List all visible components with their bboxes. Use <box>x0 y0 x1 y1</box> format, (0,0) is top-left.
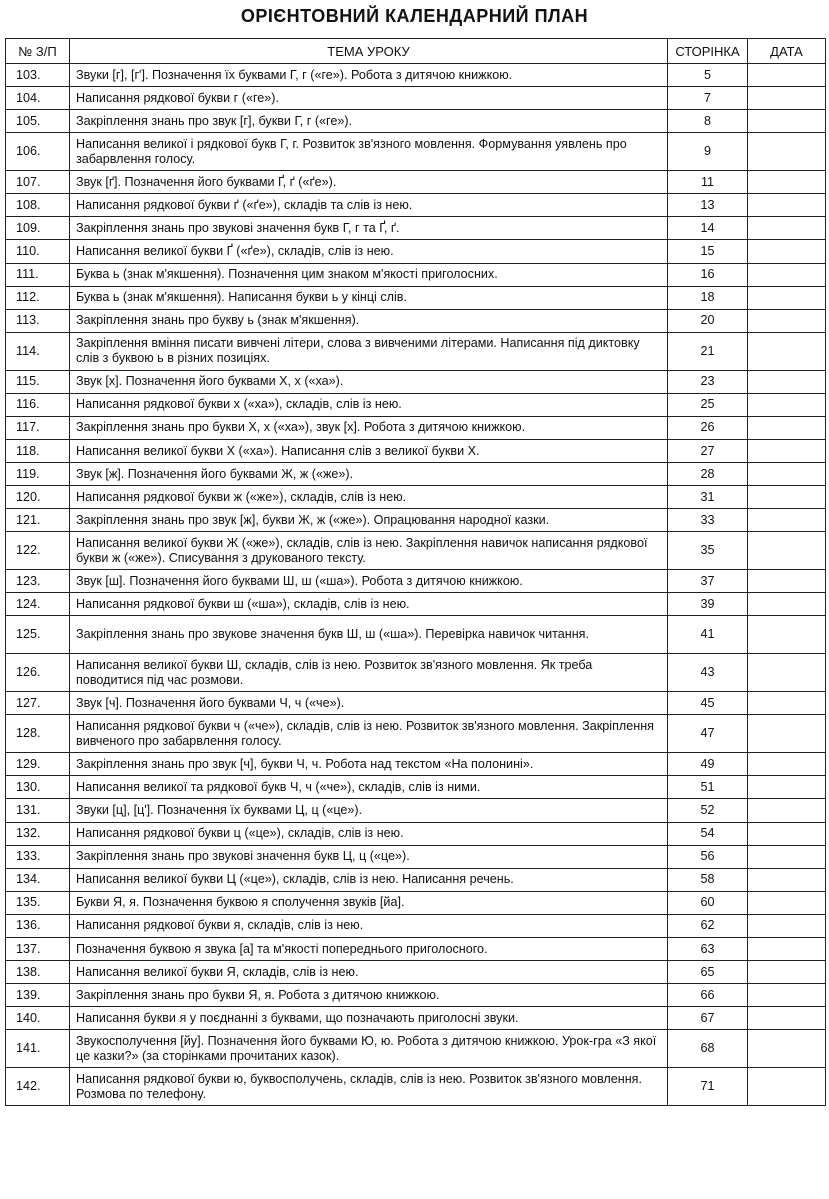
table-row <box>6 868 826 891</box>
lesson-page: 63 <box>668 937 748 960</box>
lesson-date <box>748 654 826 692</box>
lesson-date <box>748 370 826 393</box>
header-topic: ТЕМА УРОКУ <box>70 39 668 64</box>
lesson-number: 105. <box>6 110 70 133</box>
lesson-number: 122. <box>6 532 70 570</box>
header-num: № З/П <box>6 39 70 64</box>
table-row <box>6 799 826 822</box>
lesson-number: 109. <box>6 217 70 240</box>
lesson-topic: Написання рядкової букви ю, буквосполучень, складів, слів із нею. Розвиток зв'язного мовлення. Розмова по телефону. <box>70 1068 668 1106</box>
lesson-date <box>748 753 826 776</box>
lesson-page: 13 <box>668 194 748 217</box>
lesson-page: 51 <box>668 776 748 799</box>
table-row <box>6 570 826 593</box>
lesson-page: 25 <box>668 393 748 416</box>
lesson-number: 140. <box>6 1007 70 1030</box>
lesson-topic: Закріплення знань про звукові значення букв Г, г та Ґ, ґ. <box>70 217 668 240</box>
table-row <box>6 532 826 570</box>
lesson-page: 52 <box>668 799 748 822</box>
lesson-number: 133. <box>6 845 70 868</box>
lesson-page: 47 <box>668 715 748 753</box>
lesson-topic: Буква ь (знак м'якшення). Позначення цим знаком м'якості приголосних. <box>70 263 668 286</box>
lesson-date <box>748 1068 826 1106</box>
table-row <box>6 309 826 332</box>
lesson-page: 39 <box>668 593 748 616</box>
lesson-topic: Буква ь (знак м'якшення). Написання букви ь у кінці слів. <box>70 286 668 309</box>
lesson-topic: Написання великої букви Я, складів, слів із нею. <box>70 961 668 984</box>
lesson-topic: Звуки [г], [г']. Позначення їх буквами Г, г («ге»). Робота з дитячою книжкою. <box>70 64 668 87</box>
lesson-topic: Написання рядкової букви ш («ша»), складів, слів із нею. <box>70 593 668 616</box>
table-row <box>6 1030 826 1068</box>
lesson-date <box>748 984 826 1007</box>
lesson-number: 126. <box>6 654 70 692</box>
lesson-date <box>748 891 826 914</box>
table-row <box>6 332 826 370</box>
lesson-topic: Звук [ж]. Позначення його буквами Ж, ж («же»). <box>70 463 668 486</box>
lesson-topic: Букви Я, я. Позначення буквою я сполучення звуків [йа]. <box>70 891 668 914</box>
lesson-number: 128. <box>6 715 70 753</box>
lesson-date <box>748 263 826 286</box>
table-row <box>6 593 826 616</box>
lesson-page: 9 <box>668 133 748 171</box>
table-body <box>6 64 826 1106</box>
lesson-topic: Написання великої букви Х («ха»). Написання слів з великої букви Х. <box>70 440 668 463</box>
lesson-topic: Написання рядкової букви ж («же»), складів, слів із нею. <box>70 486 668 509</box>
lesson-page: 18 <box>668 286 748 309</box>
lesson-date <box>748 532 826 570</box>
lesson-page: 26 <box>668 416 748 439</box>
lesson-number: 112. <box>6 286 70 309</box>
lesson-topic: Закріплення знань про звукові значення букв Ц, ц («це»). <box>70 845 668 868</box>
lesson-topic: Звук [ш]. Позначення його буквами Ш, ш («ша»). Робота з дитячою книжкою. <box>70 570 668 593</box>
lesson-date <box>748 440 826 463</box>
lesson-number: 125. <box>6 616 70 654</box>
lesson-date <box>748 171 826 194</box>
table-row <box>6 194 826 217</box>
lesson-number: 115. <box>6 370 70 393</box>
lesson-date <box>748 217 826 240</box>
lesson-date <box>748 799 826 822</box>
table-row <box>6 286 826 309</box>
table-row <box>6 171 826 194</box>
lesson-page: 14 <box>668 217 748 240</box>
lesson-page: 71 <box>668 1068 748 1106</box>
lesson-date <box>748 194 826 217</box>
table-row <box>6 914 826 937</box>
lesson-date <box>748 1007 826 1030</box>
lesson-topic: Закріплення знань про букву ь (знак м'якшення). <box>70 309 668 332</box>
lesson-topic: Звук [ґ]. Позначення його буквами Ґ, ґ («ґе»). <box>70 171 668 194</box>
table-row <box>6 616 826 654</box>
lesson-page: 68 <box>668 1030 748 1068</box>
lesson-number: 138. <box>6 961 70 984</box>
lesson-number: 130. <box>6 776 70 799</box>
lesson-topic: Закріплення вміння писати вивчені літери, слова з вивченими літерами. Написання під диктовку слів з буквою ь в різних позиціях. <box>70 332 668 370</box>
lesson-number: 137. <box>6 937 70 960</box>
lesson-date <box>748 332 826 370</box>
lesson-number: 132. <box>6 822 70 845</box>
lesson-page: 8 <box>668 110 748 133</box>
lesson-topic: Написання букви я у поєднанні з буквами, що позначають приголосні звуки. <box>70 1007 668 1030</box>
lesson-topic: Написання великої букви Ж («же»), складів, слів із нею. Закріплення навичок написання рядкової букви ж («же»). Списування з друкованого тексту. <box>70 532 668 570</box>
lesson-number: 131. <box>6 799 70 822</box>
table-row <box>6 937 826 960</box>
lesson-number: 106. <box>6 133 70 171</box>
lesson-page: 45 <box>668 692 748 715</box>
lesson-date <box>748 845 826 868</box>
lesson-page: 21 <box>668 332 748 370</box>
table-row <box>6 1068 826 1106</box>
lesson-number: 104. <box>6 87 70 110</box>
lesson-topic: Написання рядкової букви ц («це»), складів, слів із нею. <box>70 822 668 845</box>
lesson-page: 35 <box>668 532 748 570</box>
lesson-topic: Написання великої і рядкової букв Г, г. Розвиток зв'язного мовлення. Формування уявлень про забарвлення голосу. <box>70 133 668 171</box>
lesson-page: 20 <box>668 309 748 332</box>
lesson-number: 127. <box>6 692 70 715</box>
lesson-page: 27 <box>668 440 748 463</box>
lesson-topic: Написання рядкової букви г («ге»). <box>70 87 668 110</box>
table-row <box>6 961 826 984</box>
lesson-number: 129. <box>6 753 70 776</box>
lesson-date <box>748 570 826 593</box>
table-row <box>6 370 826 393</box>
lesson-topic: Написання великої букви Ц («це»), складів, слів із нею. Написання речень. <box>70 868 668 891</box>
lesson-page: 37 <box>668 570 748 593</box>
lesson-date <box>748 715 826 753</box>
lesson-number: 114. <box>6 332 70 370</box>
lesson-page: 62 <box>668 914 748 937</box>
table-row <box>6 486 826 509</box>
lesson-number: 134. <box>6 868 70 891</box>
lesson-date <box>748 937 826 960</box>
table-row <box>6 463 826 486</box>
lesson-topic: Звукосполучення [йу]. Позначення його буквами Ю, ю. Робота з дитячою книжкою. Урок-гра «З якої це казки?» (за сторінками прочитаних казок). <box>70 1030 668 1068</box>
lesson-page: 66 <box>668 984 748 1007</box>
header-page: СТОРІНКА <box>668 39 748 64</box>
lesson-topic: Звук [х]. Позначення його буквами Х, х («ха»). <box>70 370 668 393</box>
lesson-number: 121. <box>6 509 70 532</box>
lesson-topic: Закріплення знань про букви Я, я. Робота з дитячою книжкою. <box>70 984 668 1007</box>
lesson-date <box>748 509 826 532</box>
lesson-page: 16 <box>668 263 748 286</box>
lesson-date <box>748 961 826 984</box>
lesson-date <box>748 110 826 133</box>
table-row <box>6 776 826 799</box>
lesson-page: 49 <box>668 753 748 776</box>
lesson-date <box>748 486 826 509</box>
lesson-number: 120. <box>6 486 70 509</box>
table-row <box>6 845 826 868</box>
header-date: ДАТА <box>748 39 826 64</box>
table-row <box>6 393 826 416</box>
calendar-plan-table <box>5 38 826 1106</box>
lesson-page: 56 <box>668 845 748 868</box>
lesson-page: 60 <box>668 891 748 914</box>
table-row <box>6 753 826 776</box>
lesson-topic: Закріплення знань про звукове значення букв Ш, ш («ша»). Перевірка навичок читання. <box>70 616 668 654</box>
table-row <box>6 654 826 692</box>
lesson-number: 119. <box>6 463 70 486</box>
table-row <box>6 891 826 914</box>
lesson-number: 124. <box>6 593 70 616</box>
lesson-topic: Написання рядкової букви я, складів, слів із нею. <box>70 914 668 937</box>
table-row <box>6 217 826 240</box>
lesson-topic: Написання рядкової букви ґ («ґе»), складів та слів із нею. <box>70 194 668 217</box>
lesson-date <box>748 64 826 87</box>
table-row <box>6 110 826 133</box>
lesson-number: 141. <box>6 1030 70 1068</box>
lesson-date <box>748 776 826 799</box>
lesson-date <box>748 240 826 263</box>
lesson-page: 5 <box>668 64 748 87</box>
lesson-page: 58 <box>668 868 748 891</box>
table-row <box>6 416 826 439</box>
lesson-number: 107. <box>6 171 70 194</box>
lesson-page: 15 <box>668 240 748 263</box>
lesson-date <box>748 309 826 332</box>
lesson-date <box>748 463 826 486</box>
lesson-date <box>748 593 826 616</box>
lesson-date <box>748 393 826 416</box>
lesson-number: 142. <box>6 1068 70 1106</box>
lesson-number: 118. <box>6 440 70 463</box>
lesson-topic: Написання великої букви Ґ («ґе»), складів, слів із нею. <box>70 240 668 263</box>
lesson-number: 110. <box>6 240 70 263</box>
lesson-number: 116. <box>6 393 70 416</box>
table-row <box>6 509 826 532</box>
lesson-date <box>748 286 826 309</box>
lesson-topic: Звуки [ц], [ц']. Позначення їх буквами Ц, ц («це»). <box>70 799 668 822</box>
page-title: ОРІЄНТОВНИЙ КАЛЕНДАРНИЙ ПЛАН <box>240 6 589 26</box>
lesson-topic: Закріплення знань про звук [ж], букви Ж, ж («же»). Опрацювання народної казки. <box>70 509 668 532</box>
lesson-topic: Написання великої та рядкової букв Ч, ч («че»), складів, слів із ними. <box>70 776 668 799</box>
lesson-topic: Закріплення знань про звук [г], букви Г, г («ге»). <box>70 110 668 133</box>
lesson-topic: Написання великої букви Ш, складів, слів із нею. Розвиток зв'язного мовлення. Як треба поводитися під час розмови. <box>70 654 668 692</box>
lesson-page: 11 <box>668 171 748 194</box>
lesson-date <box>748 1030 826 1068</box>
lesson-topic: Закріплення знань про букви Х, х («ха»), звук [х]. Робота з дитячою книжкою. <box>70 416 668 439</box>
lesson-page: 28 <box>668 463 748 486</box>
lesson-number: 108. <box>6 194 70 217</box>
table-row <box>6 822 826 845</box>
lesson-number: 117. <box>6 416 70 439</box>
table-row <box>6 87 826 110</box>
lesson-topic: Написання рядкової букви ч («че»), складів, слів із нею. Розвиток зв'язного мовлення. Закріплення вивченого про забарвлення голосу. <box>70 715 668 753</box>
lesson-date <box>748 416 826 439</box>
table-row <box>6 984 826 1007</box>
lesson-page: 31 <box>668 486 748 509</box>
lesson-number: 123. <box>6 570 70 593</box>
table-row <box>6 1007 826 1030</box>
table-row <box>6 133 826 171</box>
lesson-date <box>748 914 826 937</box>
lesson-number: 111. <box>6 263 70 286</box>
table-row <box>6 715 826 753</box>
lesson-topic: Звук [ч]. Позначення його буквами Ч, ч («че»). <box>70 692 668 715</box>
lesson-page: 7 <box>668 87 748 110</box>
table-header-row <box>6 39 826 64</box>
table-row <box>6 240 826 263</box>
lesson-date <box>748 87 826 110</box>
lesson-topic: Закріплення знань про звук [ч], букви Ч, ч. Робота над текстом «На полонині». <box>70 753 668 776</box>
lesson-number: 135. <box>6 891 70 914</box>
table-row <box>6 440 826 463</box>
lesson-date <box>748 868 826 891</box>
lesson-number: 139. <box>6 984 70 1007</box>
lesson-number: 103. <box>6 64 70 87</box>
lesson-topic: Написання рядкової букви х («ха»), складів, слів із нею. <box>70 393 668 416</box>
lesson-page: 54 <box>668 822 748 845</box>
lesson-topic: Позначення буквою я звука [а] та м'якості попереднього приголосного. <box>70 937 668 960</box>
lesson-number: 136. <box>6 914 70 937</box>
table-row <box>6 64 826 87</box>
lesson-page: 43 <box>668 654 748 692</box>
table-row <box>6 692 826 715</box>
lesson-page: 33 <box>668 509 748 532</box>
lesson-page: 65 <box>668 961 748 984</box>
lesson-page: 41 <box>668 616 748 654</box>
lesson-page: 23 <box>668 370 748 393</box>
lesson-date <box>748 133 826 171</box>
lesson-number: 113. <box>6 309 70 332</box>
lesson-date <box>748 692 826 715</box>
lesson-date <box>748 616 826 654</box>
lesson-page: 67 <box>668 1007 748 1030</box>
lesson-date <box>748 822 826 845</box>
table-row <box>6 263 826 286</box>
